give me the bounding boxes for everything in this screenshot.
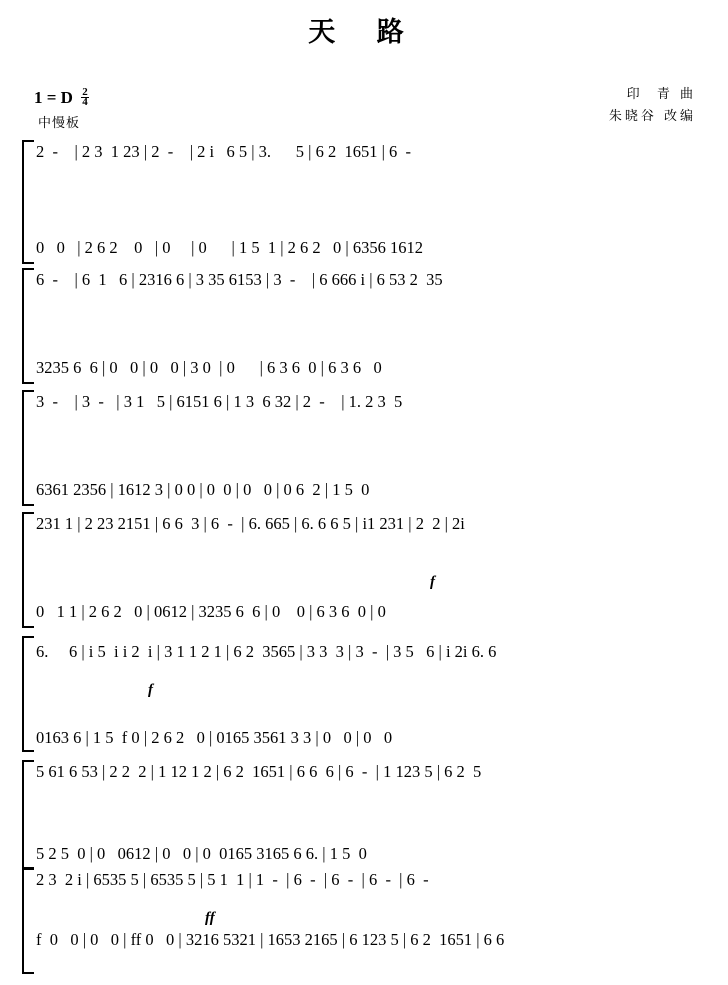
page-title: 天 路 <box>308 17 420 48</box>
system-brace <box>22 512 34 628</box>
system-5-lower-staff: 0163 6 | 1 5 f 0 | 2 6 2 0 | 0165 3561 3 3 | 0 0 | 0 0 <box>36 728 393 747</box>
system-4-lower-staff: 0 1 1 | 2 6 2 0 | 0612 | 3235 6 6 | 0 0 | 6 3 6 0 | 0 <box>36 602 386 621</box>
system-2-upper-staff: 6 - | 6 1 6 | 2316 6 | 3 35 6153 | 3 - | 6 666 i | 6 53 2 35 <box>36 270 443 289</box>
composer-name: 印 青 曲 <box>626 87 696 102</box>
key-signature <box>34 88 89 108</box>
system-3-lower-staff: 6361 2356 | 1612 3 | 0 0 | 0 0 | 0 0 | 0 6 2 | 1 5 0 <box>36 480 370 499</box>
system-1 <box>0 140 728 270</box>
system-brace <box>22 636 34 752</box>
system-5-upper-staff: 6. 6 | i 5 i i 2 i | 3 1 1 2 1 | 6 2 3565 | 3 3 3 | 3 - | 3 5 6 | i 2i 6. 6 <box>36 642 497 661</box>
system-7-lower-staff: f 0 0 | 0 0 | ff 0 0 | 3216 5321 | 1653 2165 | 6 123 5 | 6 2 1651 | 6 6 <box>36 930 505 949</box>
time-signature-numerator: 2 <box>82 86 88 98</box>
system-3-upper-staff: 3 - | 3 - | 3 1 5 | 6151 6 | 1 3 6 32 | 2 - | 1. 2 3 5 <box>36 392 403 411</box>
system-5 <box>0 630 728 760</box>
dynamic-forte: f <box>148 682 153 698</box>
system-1-upper-staff: 2 - | 2 3 1 23 | 2 - | 2 i 6 5 | 3. 5 | 6 2 1651 | 6 - <box>36 142 412 161</box>
system-3 <box>0 390 728 515</box>
system-brace <box>22 268 34 384</box>
dynamic-forte: f <box>430 574 435 590</box>
system-7 <box>0 868 728 980</box>
dynamic-fortissimo: ff <box>205 910 215 926</box>
system-6-upper-staff: 5 61 6 53 | 2 2 2 | 1 12 1 2 | 6 2 1651 | 6 6 6 | 6 - | 1 123 5 | 6 2 5 <box>36 762 482 781</box>
system-2 <box>0 268 728 393</box>
time-signature-denominator: 4 <box>82 96 88 108</box>
system-7-upper-staff: 2 3 2 i | 6535 5 | 6535 5 | 5 1 1 | 1 - | 6 - | 6 - | 6 - | 6 - <box>36 870 429 889</box>
system-6 <box>0 760 728 880</box>
system-brace <box>22 868 34 974</box>
system-brace <box>22 140 34 264</box>
system-4 <box>0 512 728 637</box>
system-4-upper-staff: 231 1 | 2 23 2151 | 6 6 3 | 6 - | 6. 665 | 6. 6 6 5 | i1 231 | 2 2 | 2i <box>36 514 465 533</box>
system-1-lower-staff: 0 0 | 2 6 2 0 | 0 | 0 | 1 5 1 | 2 6 2 0 | 6356 1612 <box>36 238 423 257</box>
system-brace <box>22 390 34 506</box>
key-signature-text: 1 = D <box>34 88 73 107</box>
tempo-marking: 中慢板 <box>38 116 81 131</box>
system-6-lower-staff: 5 2 5 0 | 0 0612 | 0 0 | 0 0165 3165 6 6. | 1 5 0 <box>36 844 367 863</box>
system-2-lower-staff: 3235 6 6 | 0 0 | 0 0 | 3 0 | 0 | 6 3 6 0 | 6 3 6 0 <box>36 358 382 377</box>
composer-credits <box>609 84 696 128</box>
system-brace <box>22 760 34 869</box>
arranger-name: 朱晓谷 改编 <box>608 109 696 124</box>
time-signature <box>81 88 89 107</box>
